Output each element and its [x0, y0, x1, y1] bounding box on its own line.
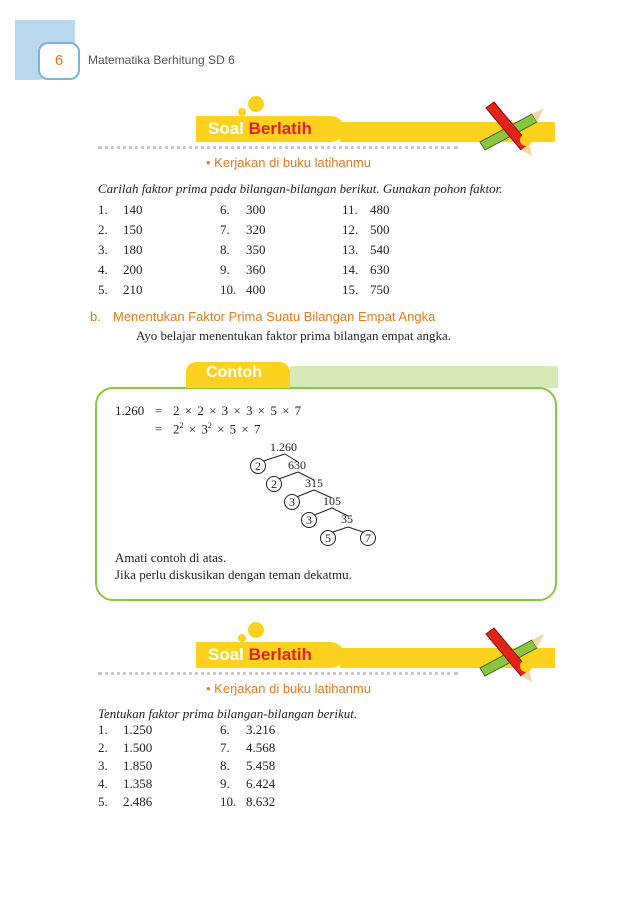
- tree-factor: 5: [320, 530, 336, 546]
- contoh-note-2: Jika perlu diskusikan dengan teman dekatmu.: [115, 567, 352, 582]
- list-item: 15.: [342, 282, 359, 297]
- list-item-value: 8.632: [246, 794, 276, 809]
- banner-dotted-line: [98, 672, 458, 675]
- list-item: 4.: [98, 776, 108, 791]
- list-item: 8.: [220, 242, 230, 257]
- section-letter: b.: [90, 309, 101, 324]
- banner-title-berlatih: Berlatih: [248, 645, 312, 664]
- list-item: 4.: [98, 262, 108, 277]
- banner-title: [208, 645, 312, 665]
- list-item-value: 320: [246, 222, 266, 237]
- instruction-2: • Kerjakan di buku latihanmu: [206, 681, 371, 696]
- list-item-value: 1.500: [123, 740, 153, 755]
- tree-quotient: 105: [323, 494, 341, 508]
- list-item-value: 630: [370, 262, 390, 277]
- tree-quotient: 315: [305, 476, 323, 490]
- tree-root: 1.260: [270, 440, 297, 454]
- list-item-value: 150: [123, 222, 143, 237]
- banner-title-soal: Soal: [208, 119, 244, 138]
- list-item: 10.: [220, 794, 237, 809]
- list-item: 10.: [220, 282, 237, 297]
- list-item: 8.: [220, 758, 230, 773]
- tree-quotient: 35: [341, 512, 353, 526]
- power-base: 2: [173, 421, 180, 437]
- list-item-value: 1.358: [123, 776, 153, 791]
- tree-factor: 2: [250, 458, 266, 474]
- list-item-value: 210: [123, 282, 143, 297]
- section-intro: Ayo belajar menentukan faktor prima bilangan empat angka.: [136, 328, 452, 343]
- list-item: 11.: [342, 202, 358, 217]
- list-item-value: 480: [370, 202, 390, 217]
- list-item: 3.: [98, 242, 108, 257]
- list-item: 6.: [220, 202, 230, 217]
- list-item: 13.: [342, 242, 359, 257]
- list-item-value: 6.424: [246, 776, 276, 791]
- list-item-value: 750: [370, 282, 390, 297]
- list-item: 7.: [220, 740, 230, 755]
- book-title: Matematika Berhitung SD 6: [88, 53, 235, 67]
- list-item: 12.: [342, 222, 359, 237]
- prompt-1: Carilah faktor prima pada bilangan-bilangan berikut. Gunakan pohon faktor.: [98, 181, 503, 196]
- power-exponent: 2: [179, 421, 184, 430]
- section-title: Menentukan Faktor Prima Suatu Bilangan Empat Angka: [113, 309, 436, 324]
- list-item-value: 1.250: [123, 722, 153, 737]
- list-item: 7.: [220, 222, 230, 237]
- list-item: 14.: [342, 262, 359, 277]
- tree-quotient: 630: [288, 458, 306, 472]
- contoh-label: Contoh: [206, 364, 262, 381]
- list-item-value: 2.486: [123, 794, 153, 809]
- banner-title-berlatih: Berlatih: [248, 119, 312, 138]
- tree-factor: 3: [301, 512, 317, 528]
- equation-rhs-1: 2 × 2 × 3 × 3 × 5 × 7: [173, 403, 302, 418]
- list-item: 3.: [98, 758, 108, 773]
- list-item: 1.: [98, 202, 108, 217]
- equation-equals: =: [155, 403, 163, 418]
- list-item-value: 140: [123, 202, 143, 217]
- list-item-value: 500: [370, 222, 390, 237]
- banner-dot-small: [238, 634, 246, 642]
- list-item: 9.: [220, 776, 230, 791]
- list-item: 9.: [220, 262, 230, 277]
- power-base: 3: [201, 421, 208, 437]
- list-item: 1.: [98, 722, 108, 737]
- power-exponent: 2: [207, 421, 212, 430]
- times-sign: ×: [188, 421, 197, 437]
- pencils-icon: [474, 622, 554, 684]
- equation-equals: =: [155, 421, 163, 436]
- list-item-value: 350: [246, 242, 266, 257]
- equation-rest: × 5 × 7: [217, 421, 261, 437]
- list-item: 2.: [98, 222, 108, 237]
- list-item: 6.: [220, 722, 230, 737]
- banner-title-soal: Soal: [208, 645, 244, 664]
- tree-factor: 2: [266, 476, 282, 492]
- list-item-value: 1.850: [123, 758, 153, 773]
- list-item-value: 180: [123, 242, 143, 257]
- list-item-value: 400: [246, 282, 266, 297]
- list-item-value: 3.216: [246, 722, 276, 737]
- instruction-1: • Kerjakan di buku latihanmu: [206, 155, 371, 170]
- list-item: 5.: [98, 282, 108, 297]
- prompt-2: Tentukan faktor prima bilangan-bilangan berikut.: [98, 706, 358, 721]
- list-item: 2.: [98, 740, 108, 755]
- list-item-value: 360: [246, 262, 266, 277]
- list-item-value: 4.568: [246, 740, 276, 755]
- list-item-value: 540: [370, 242, 390, 257]
- list-item-value: 5.458: [246, 758, 276, 773]
- tree-factor: 3: [284, 494, 300, 510]
- banner-dot-large: [248, 622, 264, 638]
- contoh-note-1: Amati contoh di atas.: [115, 550, 227, 565]
- page-number: 6: [38, 42, 80, 80]
- equation-lhs: 1.260: [115, 403, 145, 418]
- tree-factor: 7: [360, 530, 376, 546]
- list-item-value: 300: [246, 202, 266, 217]
- list-item-value: 200: [123, 262, 143, 277]
- exercise-list-2: [98, 722, 398, 817]
- list-item: 5.: [98, 794, 108, 809]
